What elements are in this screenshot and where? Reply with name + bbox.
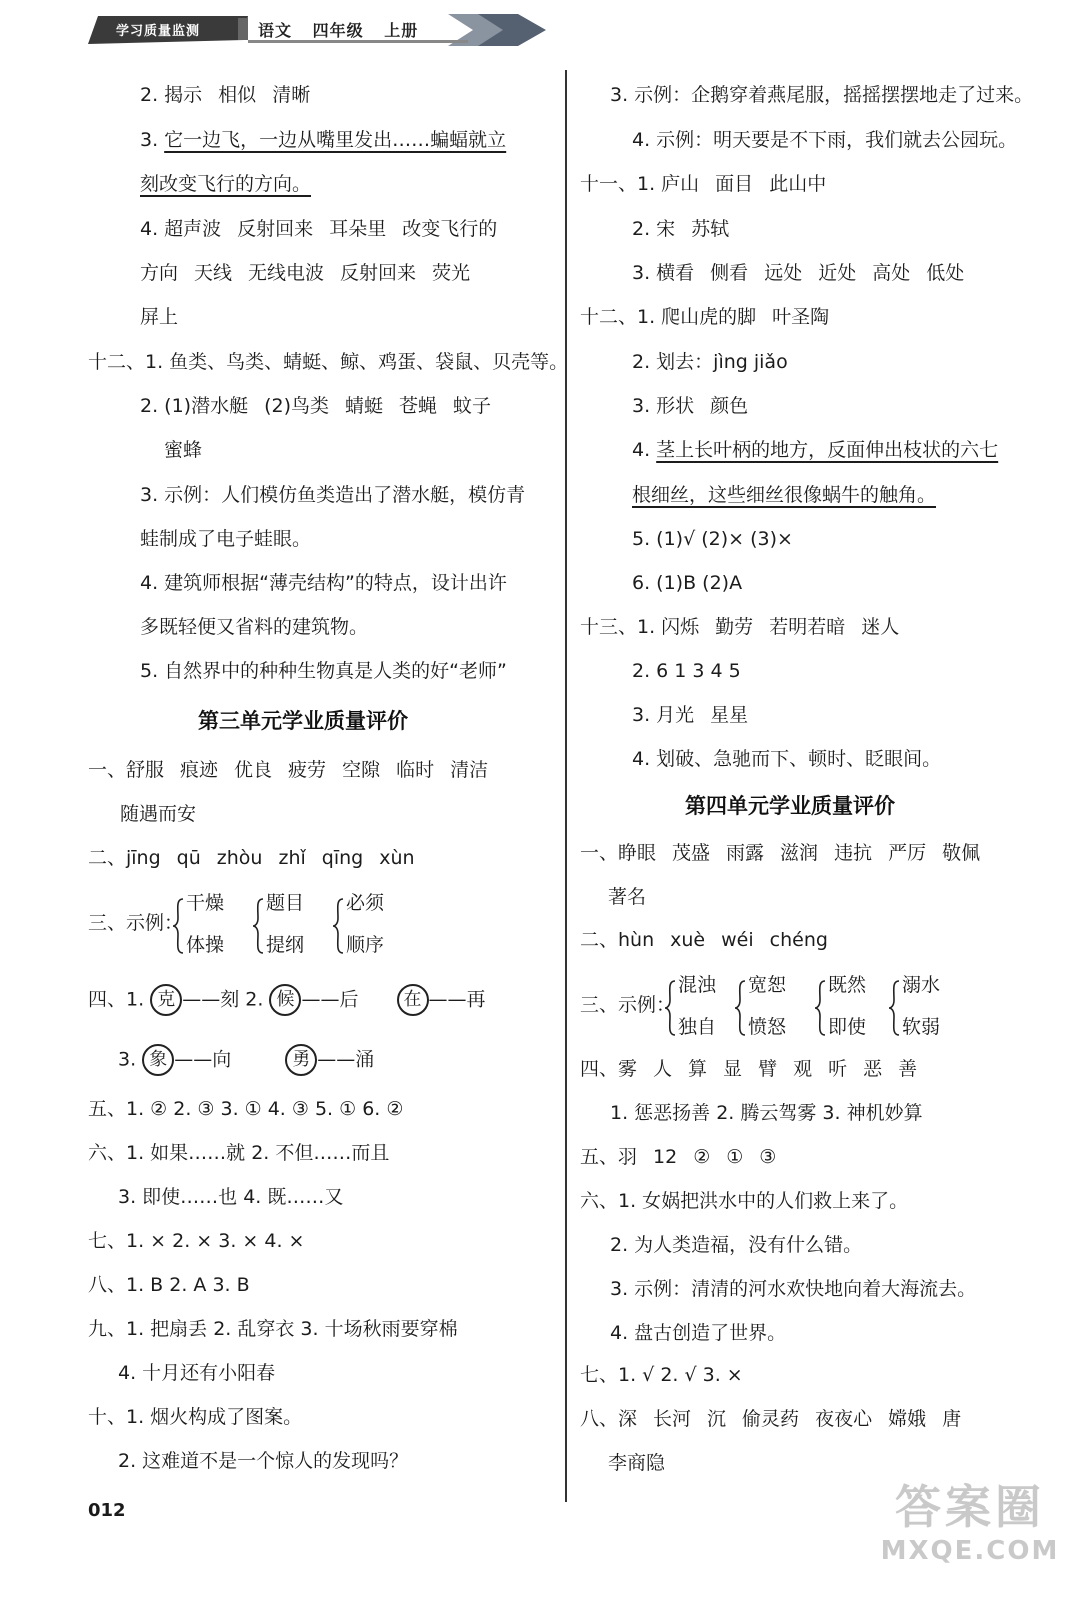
answer-line: 二、jīng qū zhòu zhǐ qīng xùn <box>88 847 415 869</box>
answer-line: 4. 十月还有小阳春 <box>118 1362 276 1384</box>
header-subtitle <box>258 18 432 41</box>
underlined-answer: 茎上长叶柄的地方，反面伸出枝状的六七 <box>656 439 999 461</box>
column-divider <box>565 70 567 1502</box>
answer-line: 4. 建筑师根据“薄壳结构”的特点，设计出许 <box>140 572 507 594</box>
answer-line: 五、1. ② 2. ③ 3. ① 4. ③ 5. ① 6. ② <box>88 1098 404 1120</box>
answer-line: 一、睁眼 茂盛 雨露 滋润 违抗 严厉 敬佩 <box>580 842 981 864</box>
answer-line: 九、1. 把扇丢 2. 乱穿衣 3. 十场秋雨要穿棉 <box>88 1318 458 1340</box>
answer-line: 著名 <box>608 886 647 908</box>
answer-line: 4. 超声波 反射回来 耳朵里 改变飞行的 <box>140 218 498 240</box>
answer-line: 二、hùn xuè wéi chéng <box>580 929 828 951</box>
header-title: 学习质量监测 <box>116 24 201 39</box>
answer-line: 十二、1. 鱼类、鸟类、蜻蜓、鲸、鸡蛋、袋鼠、贝壳等。 <box>88 351 569 373</box>
answer-line: 八、1. B 2. A 3. B <box>88 1274 250 1296</box>
answer-line: 4. 示例：明天要是不下雨，我们就去公园玩。 <box>632 129 1018 151</box>
answer-line: 3. 形状 颜色 <box>632 395 749 417</box>
answer-line: 2. 划去：jìng jiǎo <box>632 351 788 373</box>
page-number: 012 <box>88 1500 126 1521</box>
answer-line: 3. 示例：企鹅穿着燕尾服，摇摇摆摆地走了过来。 <box>610 84 1034 106</box>
answer-line: 2. 这难道不是一个惊人的发现吗？ <box>118 1450 409 1472</box>
unit4-title: 第四单元学业质量评价 <box>685 794 895 818</box>
answer-line: 4. 茎上长叶柄的地方，反面伸出枝状的六七 <box>632 439 999 461</box>
answer-line: 多既轻便又省料的建筑物。 <box>140 616 369 638</box>
answer-line: 七、1. × 2. × 3. × 4. × <box>88 1230 305 1252</box>
page-header <box>88 10 548 46</box>
brace-groups: 混浊 独自 宽恕 愤怒 既然 即使 溺水 软弱 <box>664 980 1044 1040</box>
answer-line: 3. 它一边飞，一边从嘴里发出……蝙蝠就立 <box>140 129 507 151</box>
answer-line: 蜜蜂 <box>164 439 203 461</box>
volume-label: 上册 <box>384 21 419 40</box>
answer-line: 3. 示例：人们模仿鱼类造出了潜水艇，模仿青 <box>140 484 526 506</box>
answer-line: 十三、1. 闪烁 勤劳 若明若暗 迷人 <box>580 616 900 638</box>
answer-line: 四、雾 人 算 显 臂 观 听 恶 善 <box>580 1058 918 1080</box>
answer-line: 七、1. √ 2. √ 3. × <box>580 1364 743 1386</box>
answer-line: 2. (1)潜水艇 (2)鸟类 蜻蜓 苍蝇 蚊子 <box>140 395 492 417</box>
answer-line: 屏上 <box>140 306 179 328</box>
answer-line: 3. 示例：清清的河水欢快地向着大海流去。 <box>610 1278 977 1300</box>
answer-line: 十二、1. 爬山虎的脚 叶圣陶 <box>580 306 830 328</box>
underlined-answer: 刻改变飞行的方向。 <box>140 173 312 195</box>
answer-line: 4. 划破、急驰而下、顿时、眨眼间。 <box>632 748 942 770</box>
answer-line: 一、舒服 痕迹 优良 疲劳 空隙 临时 清洁 <box>88 759 489 781</box>
answer-line: 2. 宋 苏轼 <box>632 218 730 240</box>
underlined-answer: 根细丝，这些细丝很像蜗牛的触角。 <box>632 484 937 506</box>
answer-line: 四、1. 克 ——刻 2. 候 ——后 在 ——再 <box>88 984 486 1016</box>
answer-line: 5. (1)√ (2)× (3)× <box>632 528 793 550</box>
answer-line: 2. 为人类造福，没有什么错。 <box>610 1234 863 1256</box>
answer-line: 2. 揭示 相似 清晰 <box>140 84 311 106</box>
circled-char: 勇 <box>285 1044 317 1076</box>
answer-line: 十、1. 烟火构成了图案。 <box>88 1406 303 1428</box>
circled-char: 在 <box>397 984 429 1016</box>
answer-line: 蛙制成了电子蛙眼。 <box>140 528 312 550</box>
answer-line: 三、示例： <box>580 994 676 1016</box>
answer-line <box>140 171 311 197</box>
answer-line: 李商隐 <box>608 1452 666 1474</box>
answer-line: 随遇而安 <box>120 803 197 825</box>
brace-groups: 干燥 体操 题目 提纲 必须 顺序 <box>172 898 472 958</box>
circled-char: 克 <box>150 984 182 1016</box>
answer-line <box>632 482 936 508</box>
answer-line: 五、羽 12 ② ① ③ <box>580 1146 777 1168</box>
underlined-answer: 它一边飞，一边从嘴里发出……蝙蝠就立 <box>164 129 507 151</box>
circled-char: 象 <box>142 1044 174 1076</box>
answer-line: 六、1. 如果……就 2. 不但……而且 <box>88 1142 390 1164</box>
answer-line: 六、1. 女娲把洪水中的人们救上来了。 <box>580 1190 909 1212</box>
answer-line: 6. (1)B (2)A <box>632 572 743 594</box>
answer-line: 3. 即使……也 4. 既……又 <box>118 1186 344 1208</box>
answer-line: 3. 月光 星星 <box>632 704 749 726</box>
watermark-logo: 答案圈 MXQE.COM <box>880 1480 1060 1566</box>
answer-line: 三、示例： <box>88 912 184 934</box>
grade-label: 四年级 <box>312 21 364 40</box>
answer-line: 3. 横看 侧看 远处 近处 高处 低处 <box>632 262 965 284</box>
answer-line: 八、深 长河 沉 偷灵药 夜夜心 嫦娥 唐 <box>580 1408 962 1430</box>
answer-line: 方向 天线 无线电波 反射回来 荧光 <box>140 262 471 284</box>
answer-line: 5. 自然界中的种种生物真是人类的好“老师” <box>140 660 507 682</box>
answer-line: 1. 惩恶扬善 2. 腾云驾雾 3. 神机妙算 <box>610 1102 923 1124</box>
circled-char: 候 <box>269 984 301 1016</box>
unit3-title: 第三单元学业质量评价 <box>198 709 408 733</box>
subject-label: 语文 <box>258 21 293 40</box>
answer-line: 十一、1. 庐山 面目 此山中 <box>580 173 827 195</box>
answer-line: 4. 盘古创造了世界。 <box>610 1322 787 1344</box>
answer-line: 3. 象 ——向 勇 ——涌 <box>118 1044 374 1076</box>
answer-line: 2. 6 1 3 4 5 <box>632 660 741 682</box>
